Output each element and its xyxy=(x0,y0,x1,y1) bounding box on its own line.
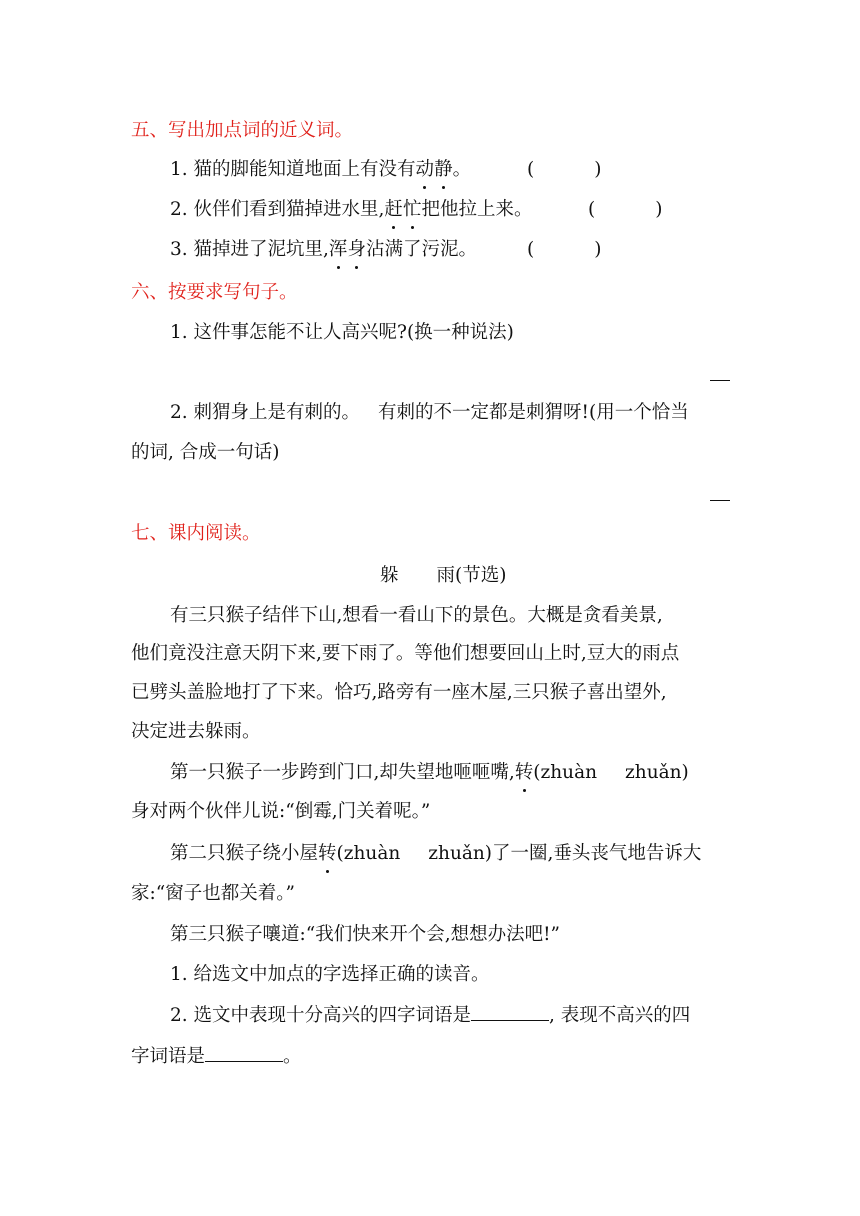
s6-question-2-cont: 的词, 合成一句话) xyxy=(131,442,280,463)
passage-p1-line1: 有三只猴子结伴下山,想看一看山下的景色。大概是贪看美景, xyxy=(170,605,663,626)
question-text: , 表现不高兴的四 xyxy=(549,1005,691,1026)
answer-line-end[interactable] xyxy=(710,380,730,381)
passage-p1-line4: 决定进去躲雨。 xyxy=(131,721,261,742)
passage-p3-line2: 家:“窗子也都关着。” xyxy=(131,883,295,904)
passage-p4: 第三只猴子嚷道:“我们快来开个会,想想办法吧!” xyxy=(170,924,560,945)
s6-q2-part1: 2. 刺猬身上是有刺的。 xyxy=(170,402,361,423)
fill-blank[interactable] xyxy=(205,1043,283,1062)
pinyin-option: (zhuàn xyxy=(533,762,598,783)
paren-close: ) xyxy=(655,199,663,220)
s5-item-2-answer[interactable] xyxy=(588,197,662,223)
dotted-char: 转 xyxy=(515,760,534,786)
passage-title-a: 躲 xyxy=(380,565,399,586)
s5-item-3-answer[interactable] xyxy=(527,237,601,263)
paren-close: ) xyxy=(594,159,602,180)
s6-question-2 xyxy=(170,400,689,426)
paren-open: ( xyxy=(527,239,535,260)
s5-item-3-end: 沾满了污泥。 xyxy=(365,239,477,260)
s7-question-1: 1. 给选文中加点的字选择正确的读音。 xyxy=(170,964,490,985)
passage-p1-line2: 他们竟没注意天阴下来,要下雨了。等他们想要回山上时,豆大的雨点 xyxy=(131,643,680,664)
dotted-char: 忙 xyxy=(403,197,422,223)
question-text: 。 xyxy=(283,1046,302,1067)
question-text: 2. 选文中表现十分高兴的四字词语是 xyxy=(170,1005,472,1026)
s5-item-1-text: 1. 猫的脚能知道地面上有没有 xyxy=(170,159,416,180)
passage-text: 了一圈,垂头丧气地告诉大 xyxy=(492,843,702,864)
s5-item-1-answer[interactable] xyxy=(527,157,601,183)
answer-line-end[interactable] xyxy=(710,500,730,501)
dotted-char: 动 xyxy=(416,157,435,183)
pinyin-option: zhuǎn) xyxy=(625,762,689,783)
s5-item-2 xyxy=(170,197,532,223)
passage-text: 第一只猴子一步跨到门口,却失望地咂咂嘴, xyxy=(170,762,515,783)
paren-close: ) xyxy=(594,239,602,260)
s5-item-3-text: 3. 猫掉进了泥坑里, xyxy=(170,239,329,260)
passage-p2-line2: 身对两个伙伴儿说:“倒霉,门关着呢。” xyxy=(131,801,431,822)
passage-text: 第二只猴子绕小屋 xyxy=(170,843,319,864)
passage-p2-line1 xyxy=(170,760,689,786)
passage-p1-line3: 已劈头盖脸地打了下来。恰巧,路旁有一座木屋,三只猴子喜出望外, xyxy=(131,682,667,703)
s7-question-2-cont xyxy=(131,1043,302,1070)
paren-open: ( xyxy=(527,159,535,180)
s5-item-2-end: 把他拉上来。 xyxy=(421,199,533,220)
dotted-char: 浑 xyxy=(329,237,348,263)
dotted-char: 静 xyxy=(434,157,453,183)
passage-title-b: 雨(节选) xyxy=(436,565,507,586)
pinyin-option: (zhuàn xyxy=(336,843,401,864)
s7-question-2 xyxy=(170,1002,690,1029)
section-6-heading: 六、按要求写句子。 xyxy=(131,282,298,303)
s6-question-1: 1. 这件事怎能不让人高兴呢?(换一种说法) xyxy=(170,322,514,343)
s5-item-3 xyxy=(170,237,477,263)
section-5-heading: 五、写出加点词的近义词。 xyxy=(131,120,354,141)
s5-item-2-text: 2. 伙伴们看到猫掉进水里, xyxy=(170,199,385,220)
dotted-char: 身 xyxy=(347,237,366,263)
dotted-char: 赶 xyxy=(384,197,403,223)
s5-item-1 xyxy=(170,157,471,183)
paren-open: ( xyxy=(588,199,596,220)
section-7-heading: 七、课内阅读。 xyxy=(131,523,261,544)
passage-p3-line1 xyxy=(170,841,701,867)
dotted-char: 转 xyxy=(318,841,337,867)
pinyin-option: zhuǎn) xyxy=(428,843,493,864)
s6-q2-part2: 有刺的不一定都是刺猬呀!(用一个恰当 xyxy=(378,402,689,423)
question-text: 字词语是 xyxy=(131,1046,206,1067)
fill-blank[interactable] xyxy=(471,1002,549,1021)
s5-item-1-end: 。 xyxy=(452,159,472,180)
passage-title xyxy=(380,563,506,589)
